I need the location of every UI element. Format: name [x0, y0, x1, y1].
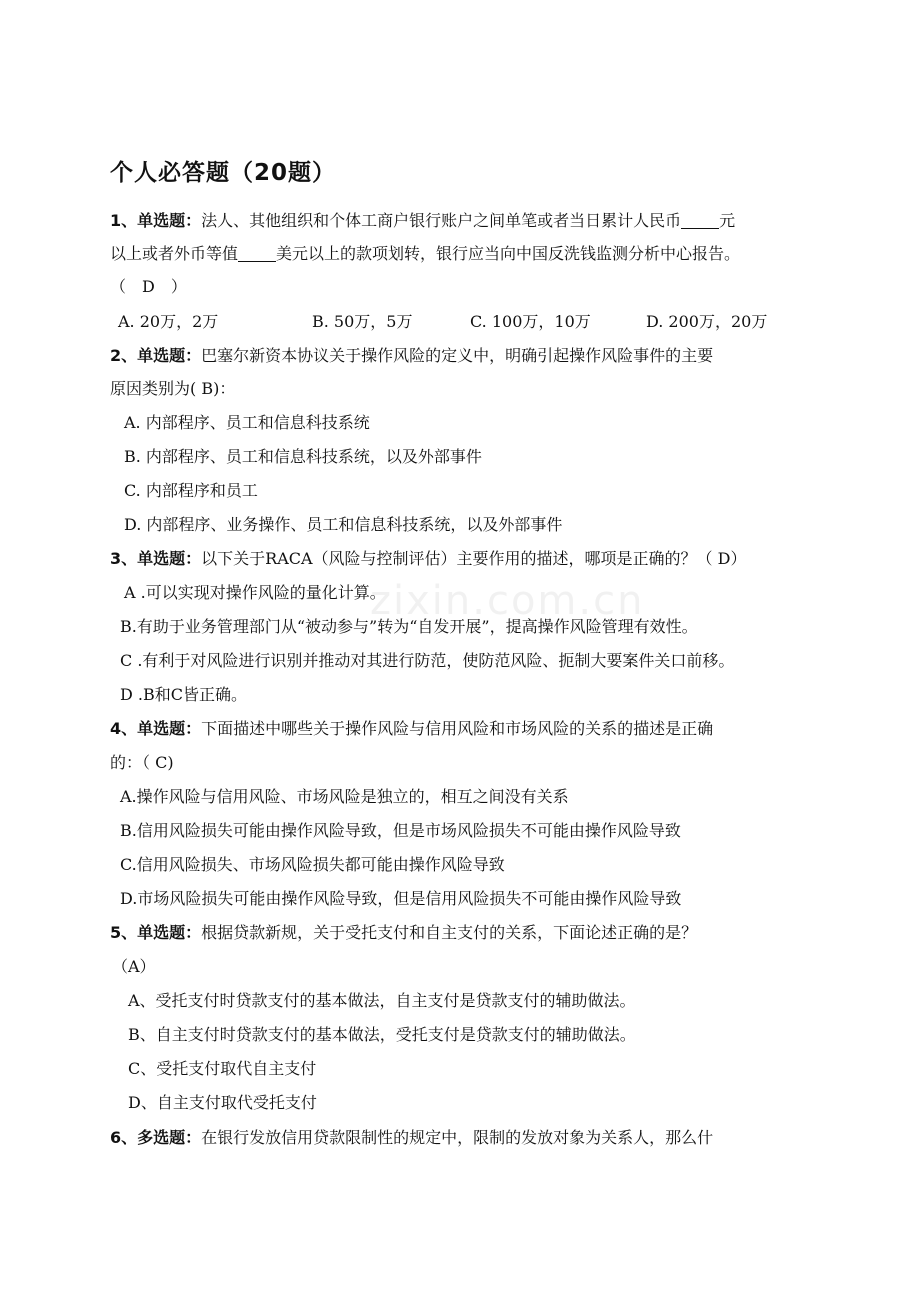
question-5-answer: （A）: [112, 957, 156, 976]
question-type: 单选题：: [137, 549, 202, 568]
question-6-line-1: [110, 1127, 713, 1149]
question-1-line-2: [110, 243, 740, 265]
question-number: 1、: [110, 211, 138, 230]
question-text: 巴塞尔新资本协议关于操作风险的定义中，明确引起操作风险事件的主要: [201, 346, 714, 365]
question-text: 法人、其他组织和个体工商户银行账户之间单笔或者当日累计人民币: [201, 211, 682, 230]
option-c: C. 100万，10万: [470, 312, 591, 331]
question-text: 以下关于RACA（风险与控制评估）主要作用的描述，哪项是正确的？（ D）: [201, 549, 747, 568]
option-c: C.信用风险损失、市场风险损失都可能由操作风险导致: [120, 855, 505, 874]
question-type: 单选题：: [137, 211, 202, 230]
question-number: 5、: [110, 923, 138, 942]
fill-blank: [681, 212, 719, 229]
option-b: B.信用风险损失可能由操作风险导致，但是市场风险损失不可能由操作风险导致: [120, 821, 681, 840]
option-d: D.市场风险损失可能由操作风险导致，但是信用风险损失不可能由操作风险导致: [120, 889, 682, 908]
question-2-line-2: 原因类别为( B)：: [110, 379, 236, 398]
option-d: D. 200万，20万: [646, 312, 768, 331]
option-a: A.操作风险与信用风险、市场风险是独立的，相互之间没有关系: [120, 787, 569, 806]
question-number: 2、: [110, 346, 138, 365]
question-4-line-2: 的：（ C): [110, 753, 174, 772]
question-type: 单选题：: [137, 719, 202, 738]
option-c: C .有利于对风险进行识别并推动对其进行防范，使防范风险、扼制大要案件关口前移。: [120, 651, 735, 670]
option-d: D、自主支付取代受托支付: [128, 1093, 317, 1112]
question-text: 根据贷款新规，关于受托支付和自主支付的关系，下面论述正确的是？: [201, 923, 698, 942]
question-number: 4、: [110, 719, 138, 738]
option-a: A. 内部程序、员工和信息科技系统: [124, 413, 370, 432]
question-number: 3、: [110, 549, 138, 568]
page-title: 个人必答题（20题）: [110, 160, 337, 186]
question-3-line-1: [110, 548, 746, 570]
question-type: 多选题：: [137, 1128, 202, 1147]
option-a: A、受托支付时贷款支付的基本做法，自主支付是贷款支付的辅助做法。: [128, 991, 636, 1010]
question-number: 6、: [110, 1128, 138, 1147]
question-4-line-1: [110, 718, 713, 740]
question-text: 元: [719, 211, 736, 230]
question-5-line-1: [110, 922, 697, 944]
option-c: C、受托支付取代自主支付: [128, 1059, 317, 1078]
option-b: B、自主支付时贷款支付的基本做法，受托支付是贷款支付的辅助做法。: [128, 1025, 636, 1044]
fill-blank: [238, 245, 276, 262]
question-text: 以上或者外币等值: [110, 244, 239, 263]
option-a: A .可以实现对操作风险的量化计算。: [124, 583, 386, 602]
option-d: D. 内部程序、业务操作、员工和信息科技系统，以及外部事件: [124, 515, 563, 534]
question-1-answer: （ D ）: [110, 277, 187, 296]
option-a: A. 20万，2万: [118, 312, 219, 331]
question-text: 在银行发放信用贷款限制性的规定中，限制的发放对象为关系人，那么什: [201, 1128, 714, 1147]
question-1-line-1: [110, 210, 735, 232]
question-2-line-1: [110, 345, 713, 367]
option-b: B. 50万，5万: [312, 312, 413, 331]
question-text: 下面描述中哪些关于操作风险与信用风险和市场风险的关系的描述是正确: [201, 719, 714, 738]
option-c: C. 内部程序和员工: [124, 481, 258, 500]
question-type: 单选题：: [137, 346, 202, 365]
question-type: 单选题：: [137, 923, 202, 942]
option-b: B.有助于业务管理部门从“被动参与”转为“自发开展”，提高操作风险管理有效性。: [120, 617, 698, 636]
option-b: B. 内部程序、员工和信息科技系统，以及外部事件: [124, 447, 482, 466]
watermark: zixin.com.cn: [370, 578, 645, 624]
question-text: 美元以上的款项划转，银行应当向中国反洗钱监测分析中心报告。: [276, 244, 741, 263]
option-d: D .B和C皆正确。: [120, 685, 248, 704]
